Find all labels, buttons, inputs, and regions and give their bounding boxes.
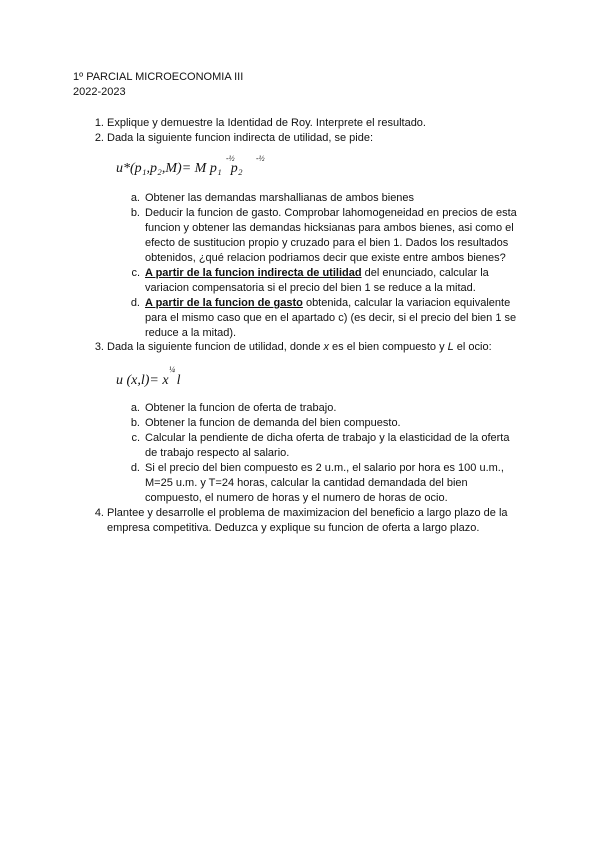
item-text-line-4: obtenidos, ¿qué relacion podriamos decir que existe entre ambos bienes? [145, 252, 506, 264]
item-text-line-1: Deducir la funcion de gasto. Comprobar lahomogeneidad en precios de esta [145, 207, 517, 219]
formula-exponent-2: -½ [256, 154, 265, 163]
item-text: obtenida, calcular la variacion equivalente [302, 297, 511, 309]
variable-L: L [447, 341, 454, 353]
question-number: 1. [94, 117, 104, 129]
item-text-line-1: Si el precio del bien compuesto es 2 u.m., el salario por hora es 100 u.m., [145, 462, 504, 474]
item-letter: a. [130, 402, 140, 414]
item-text-line-3: efecto de sustitucion propio y cruzado para el bien 1. Dados los resultados [145, 237, 509, 249]
item-letter: b. [130, 207, 140, 219]
item-emphasis: A partir de la funcion indirecta de utilidad [145, 267, 362, 279]
formula-exponent: ¼ [169, 365, 175, 374]
item-text-line-3: reduce a la mitad). [145, 327, 237, 339]
utility-formula [116, 365, 181, 389]
item-letter: d. [130, 297, 140, 309]
formula-tail: l [176, 373, 181, 388]
item-text-line-3: compuesto, el numero de horas y el numero de horas de ocio. [145, 492, 448, 504]
question-text-line-1: Plantee y desarrolle el problema de maximizacion del beneficio a largo plazo de la [107, 507, 508, 519]
item-letter: c. [131, 432, 140, 444]
indirect-utility-formula [116, 154, 265, 177]
exam-title: 1º PARCIAL MICROECONOMIA III [73, 71, 244, 83]
question-text: Explique y demuestre la Identidad de Roy. Interprete el resultado. [107, 117, 426, 129]
item-text-line-1: Calcular la pendiente de dicha oferta de trabajo y la elasticidad de la oferta [145, 432, 510, 444]
item-text-line-2: funcion y obtener las demandas hicksianas para ambos bienes, asi como el [145, 222, 514, 234]
item-text-line-2: de trabajo respecto al salario. [145, 447, 290, 459]
formula-p2: p₂ [230, 161, 243, 176]
question-number: 3. [94, 341, 104, 353]
question-text: es el bien compuesto y [329, 341, 448, 353]
item-emphasis: A partir de la funcion de gasto [145, 297, 303, 309]
item-text-line-2: variacion compensatoria si el precio del bien 1 se reduce a la mitad. [145, 282, 476, 294]
question-text-line-2: empresa competitiva. Deduzca y explique su funcion de oferta a largo plazo. [107, 522, 480, 534]
item-text-line-2: M=25 u.m. y T=24 horas, calcular la cantidad demandada del bien [145, 477, 468, 489]
question-text: Dada la siguiente funcion de utilidad, donde [107, 341, 324, 353]
formula-exponent-1: -½ [226, 154, 235, 163]
item-text-line-2: para el mismo caso que en el apartado c) (es decir, si el precio del bien 1 se [145, 312, 517, 324]
question-number: 4. [94, 507, 104, 519]
question-text: el ocio: [453, 341, 492, 353]
item-letter: c. [131, 267, 140, 279]
formula-lhs: u*(p₁,p₂,M)= M p₁ [116, 161, 222, 176]
question-text: Dada la siguiente funcion indirecta de utilidad, se pide: [107, 132, 374, 144]
item-text: Obtener la funcion de demanda del bien compuesto. [145, 417, 401, 429]
item-text: Obtener las demandas marshallianas de ambos bienes [145, 192, 415, 204]
exam-year: 2022-2023 [73, 86, 126, 98]
item-letter: b. [130, 417, 140, 429]
item-text: Obtener la funcion de oferta de trabajo. [145, 402, 337, 414]
variable-x: x [323, 341, 329, 353]
item-letter: a. [130, 192, 140, 204]
question-number: 2. [94, 132, 104, 144]
formula-lhs: u (x,l)= x [116, 373, 169, 388]
item-letter: d. [130, 462, 140, 474]
item-text: del enunciado, calcular la [361, 267, 489, 279]
